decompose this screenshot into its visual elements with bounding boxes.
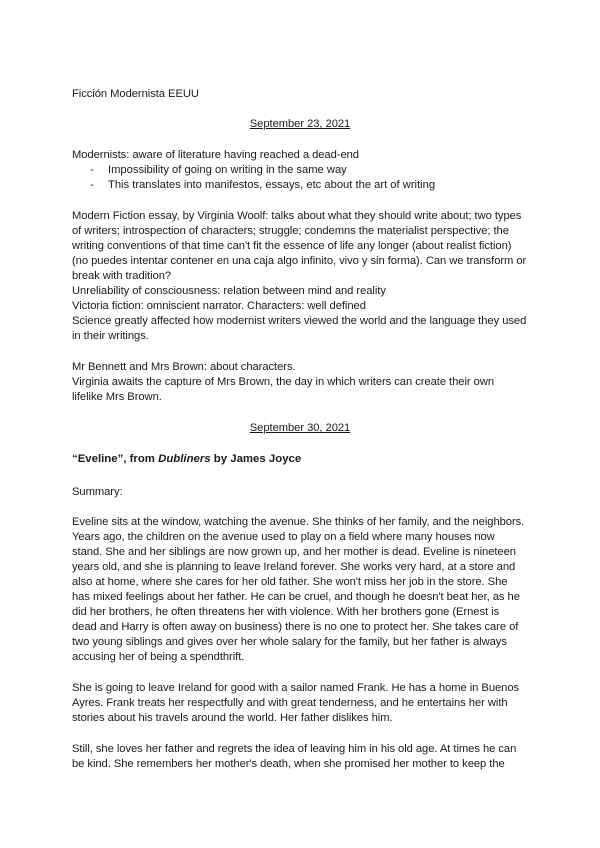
bullet-item: This translates into manifestos, essays, etc about the art of writing — [108, 179, 436, 191]
text-line: Mr Bennett and Mrs Brown: about characters. — [72, 361, 296, 373]
text-line: in their writings. — [72, 330, 149, 342]
story-title — [72, 452, 301, 467]
text-line: has mixed feelings about her father. He can be cruel, and though he doesn't beat her, as he — [72, 591, 520, 603]
story-title-part1: “Eveline”, from — [72, 453, 159, 465]
text-line: She is going to leave Ireland for good with a sailor named Frank. He has a home in Buenos — [72, 682, 520, 694]
document-title: Ficción Modernista EEUU — [72, 88, 199, 100]
date-heading-2: September 30, 2021 — [249, 422, 351, 434]
bullet-marker: - — [90, 179, 94, 191]
date-heading-1: September 23, 2021 — [249, 118, 351, 130]
text-line: stories about his travels around the world. Her father dislikes him. — [72, 712, 393, 724]
text-line: Victoria fiction: omniscient narrator. Characters: well defined — [72, 300, 366, 312]
text-line: did her brothers, he often threatens her with violence. With her brothers gone (Ernest is — [72, 606, 500, 618]
story-title-part2: by James Joyce — [210, 453, 302, 465]
text-line: break with tradition? — [72, 270, 172, 282]
text-line: dead and Harry is often away on business) there is no one to protect her. She takes care of — [72, 621, 519, 633]
text-line: (no puedes intentar contener en una caja algo infinito, vivo y sin forma). Can we transform or — [72, 255, 527, 267]
text-line: Virginia awaits the capture of Mrs Brown, the day in which writers can create their own — [72, 376, 495, 388]
text-line: writing conventions of that time can't fit the essence of life any longer (about realist fiction) — [72, 240, 512, 252]
text-line: Ayres. Frank treats her respectfully and with great tenderness, and he entertains her with — [72, 697, 508, 709]
bullet-item: Impossibility of going on writing in the same way — [108, 164, 347, 176]
text-line: Still, she loves her father and regrets the idea of leaving him in his old age. At times he can — [72, 743, 517, 755]
text-line: Modern Fiction essay, by Virginia Woolf: talks about what they should write about; two types — [72, 210, 522, 222]
text-line: stand. She and her siblings are now grown up, and her mother is dead. Eveline is nineteen — [72, 546, 516, 558]
text-line: accusing her of being a spendthrift. — [72, 651, 245, 663]
text-line: Science greatly affected how modernist writers viewed the world and the language they used — [72, 315, 527, 327]
text-line: Unreliability of consciousness: relation between mind and reality — [72, 285, 386, 297]
story-title-book: Dubliners — [158, 453, 211, 465]
text-line: Years ago, the children on the avenue used to play on a field where many houses now — [72, 531, 495, 543]
text-line: also at home, where she cares for her old father. She won't miss her job in the store. She — [72, 576, 508, 588]
text-line: two young siblings and gives over her whole salary for the family, but her father is always — [72, 636, 507, 648]
modernists-intro: Modernists: aware of literature having reached a dead-end — [72, 149, 359, 161]
text-line: years old, and she is planning to leave Ireland forever. She works very hard, at a store and — [72, 561, 516, 573]
summary-label: Summary: — [72, 486, 123, 498]
text-line: be kind. She remembers her mother's death, when she promised her mother to keep the — [72, 758, 505, 770]
text-line: Eveline sits at the window, watching the avenue. She thinks of her family, and the neighbors. — [72, 516, 525, 528]
text-line: lifelike Mrs Brown. — [72, 391, 162, 403]
text-line: of writers; introspection of characters; struggle; condemns the materialist perspective; the — [72, 225, 509, 237]
bullet-marker: - — [90, 164, 94, 176]
